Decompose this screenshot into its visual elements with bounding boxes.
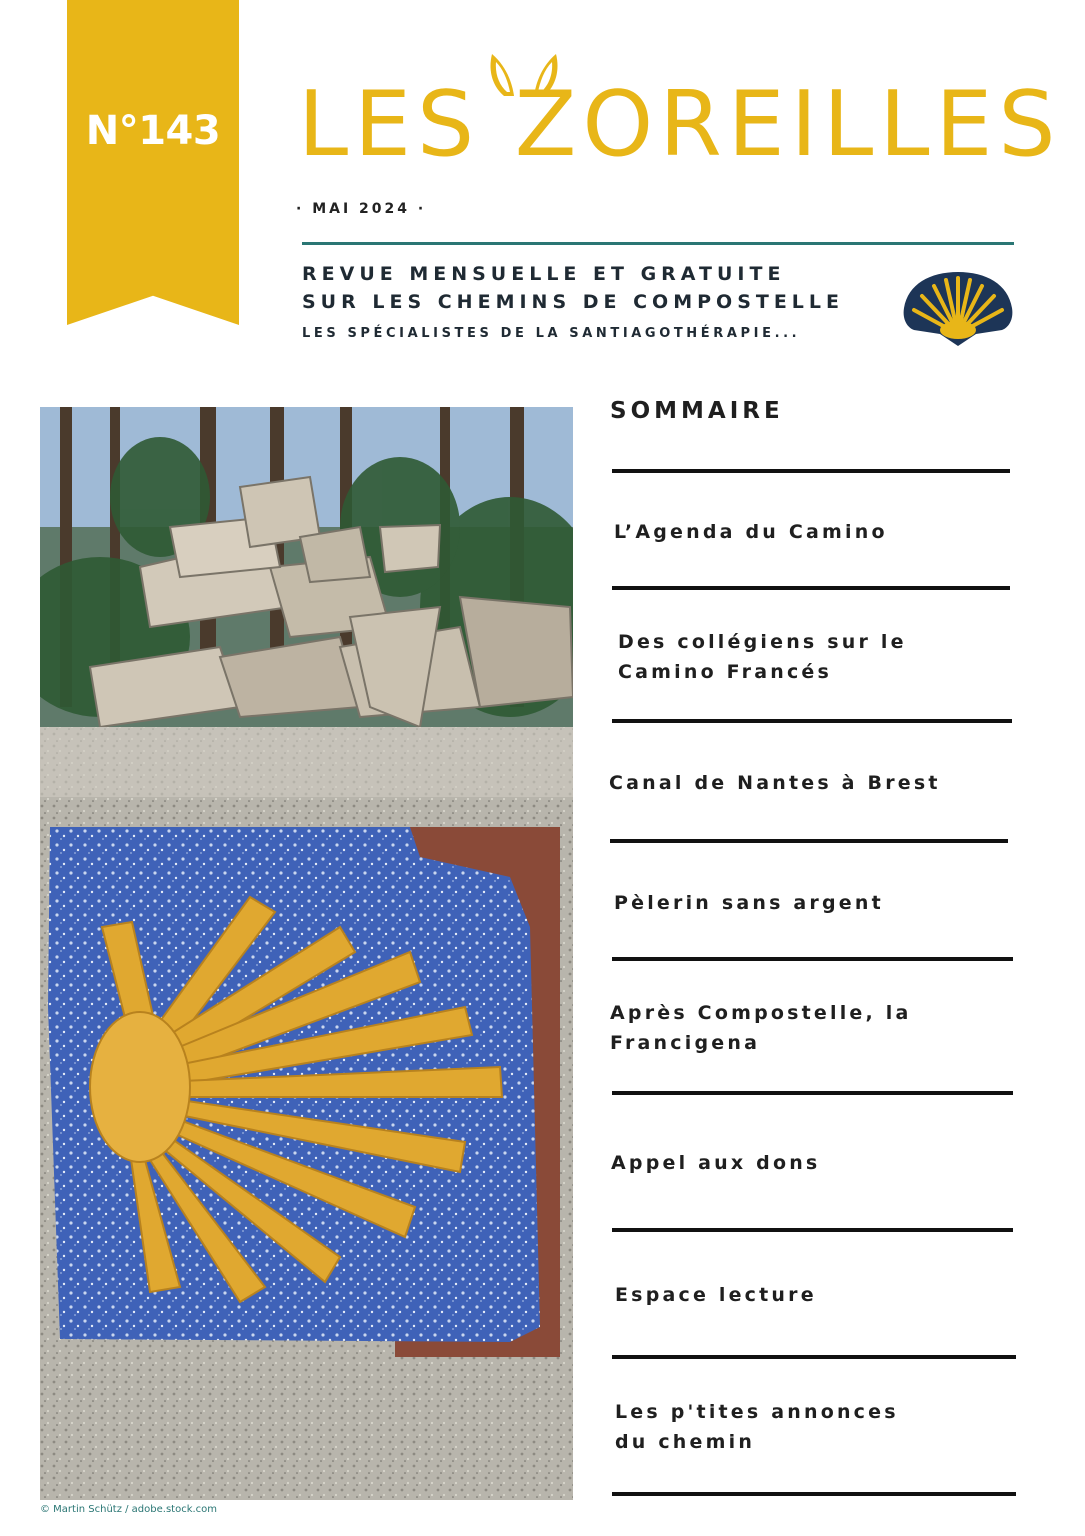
toc-title: SOMMAIRE <box>610 398 784 424</box>
scallop-milestone-image <box>40 407 573 1500</box>
issue-ribbon <box>67 0 239 325</box>
toc-divider <box>612 719 1012 723</box>
toc-divider <box>610 839 1008 843</box>
toc-divider <box>612 1492 1016 1496</box>
toc-item-canal[interactable]: Canal de Nantes à Brest <box>609 772 941 794</box>
toc-divider <box>612 469 1010 473</box>
photo-credit: © Martin Schütz / adobe.stock.com <box>40 1504 218 1515</box>
issue-date: · MAI 2024 · <box>296 201 427 217</box>
issue-number: N°143 <box>85 108 221 154</box>
toc-item-francigena[interactable]: Après Compostelle, la Francigena <box>610 1002 912 1054</box>
tagline <box>302 260 844 316</box>
toc-item-collegiens[interactable]: Des collégiens sur le Camino Francés <box>618 631 907 683</box>
magazine-title: LES ZOREILLES <box>298 72 1062 177</box>
toc-item-dons[interactable]: Appel aux dons <box>611 1152 821 1174</box>
tagline-line-1: REVUE MENSUELLE ET GRATUITE <box>302 263 786 285</box>
toc-item-annonces[interactable]: Les p'tites annonces du chemin <box>615 1401 899 1453</box>
scallop-shell-icon <box>900 268 1016 348</box>
toc-item-lecture[interactable]: Espace lecture <box>615 1284 817 1306</box>
toc-divider <box>612 1355 1016 1359</box>
toc-divider <box>612 1091 1013 1095</box>
cover-photo <box>40 407 573 1500</box>
subtagline: LES SPÉCIALISTES DE LA SANTIAGOTHÉRAPIE... <box>302 326 801 341</box>
toc-divider <box>612 1228 1013 1232</box>
header-divider <box>302 242 1014 245</box>
toc-item-agenda[interactable]: L’Agenda du Camino <box>614 521 888 543</box>
toc-divider <box>612 957 1013 961</box>
toc-divider <box>612 586 1010 590</box>
tagline-line-2: SUR LES CHEMINS DE COMPOSTELLE <box>302 291 845 313</box>
toc-item-pelerin[interactable]: Pèlerin sans argent <box>614 892 884 914</box>
